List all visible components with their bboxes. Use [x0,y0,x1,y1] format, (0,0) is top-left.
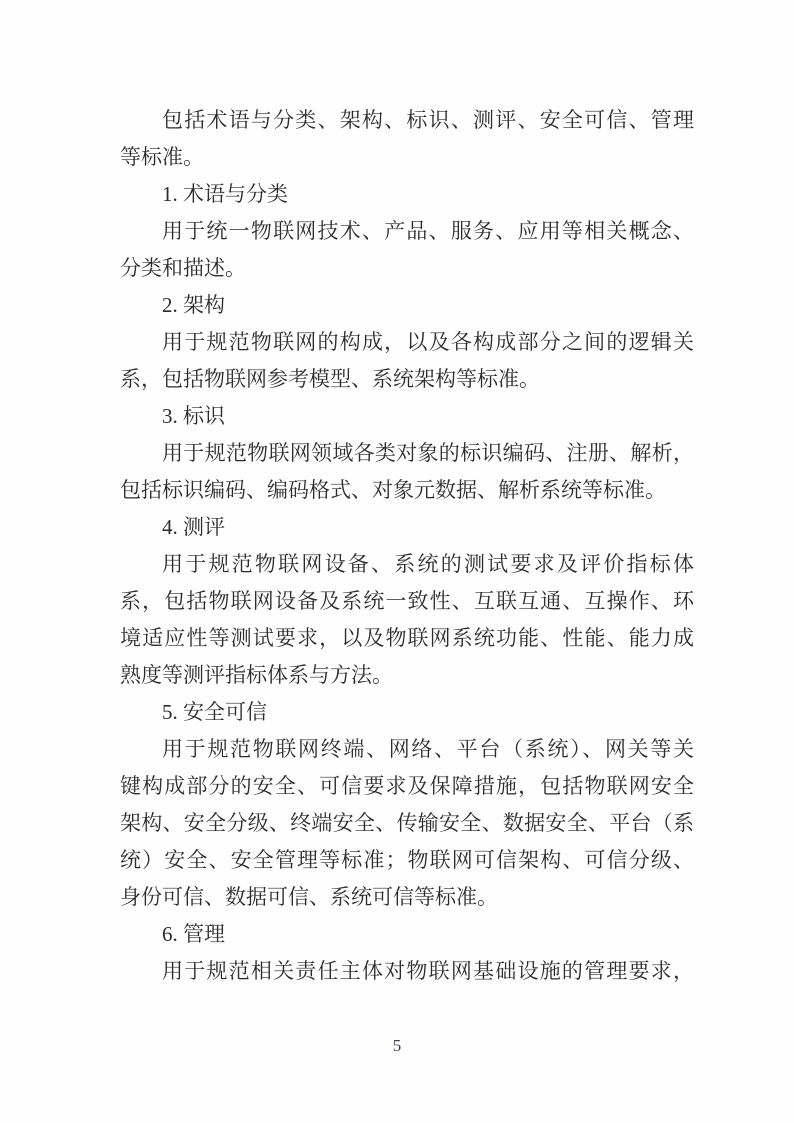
paragraph-line: 用于规范物联网终端、网络、平台（系统）、网关等关 [162,737,694,761]
paragraph-line: 系，包括物联网参考模型、系统架构等标准。 [120,367,540,391]
paragraph-line: 境适应性等测试要求，以及物联网系统功能、性能、能力成 [120,626,694,650]
paragraph-line: 熟度等测评指标体系与方法。 [120,663,393,687]
paragraph-line: 包括标识编码、编码格式、对象元数据、解析系统等标准。 [120,478,666,502]
page-number: 5 [392,1036,402,1055]
paragraph-line: 用于规范物联网设备、系统的测试要求及评价指标体 [162,552,694,576]
paragraph-line: 用于统一物联网技术、产品、服务、应用等相关概念、 [162,219,694,243]
paragraph-line: 用于规范相关责任主体对物联网基础设施的管理要求， [162,959,694,983]
paragraph-line: 统）安全、安全管理等标准；物联网可信架构、可信分级、 [120,848,694,872]
paragraph-line: 用于规范物联网的构成，以及各构成部分之间的逻辑关 [162,330,694,354]
paragraph-line: 包括术语与分类、架构、标识、测评、安全可信、管理 [162,108,694,132]
paragraph-line: 系，包括物联网设备及系统一致性、互联互通、互操作、环 [120,589,694,613]
section-heading: 3. 标识 [162,404,225,428]
paragraph-line: 架构、安全分级、终端安全、传输安全、数据安全、平台（系 [120,811,694,835]
section-heading: 1. 术语与分类 [162,182,288,206]
paragraph-line: 身份可信、数据可信、系统可信等标准。 [120,885,498,909]
paragraph-line: 等标准。 [120,145,204,169]
document-body [120,102,694,990]
paragraph-line: 分类和描述。 [120,256,246,280]
paragraph-line: 键构成部分的安全、可信要求及保障措施，包括物联网安全 [120,774,694,798]
paragraph-line: 用于规范物联网领域各类对象的标识编码、注册、解析， [162,441,694,465]
section-heading: 6. 管理 [162,922,225,946]
section-heading: 5. 安全可信 [162,700,267,724]
section-heading: 4. 测评 [162,515,225,539]
section-heading: 2. 架构 [162,293,225,317]
